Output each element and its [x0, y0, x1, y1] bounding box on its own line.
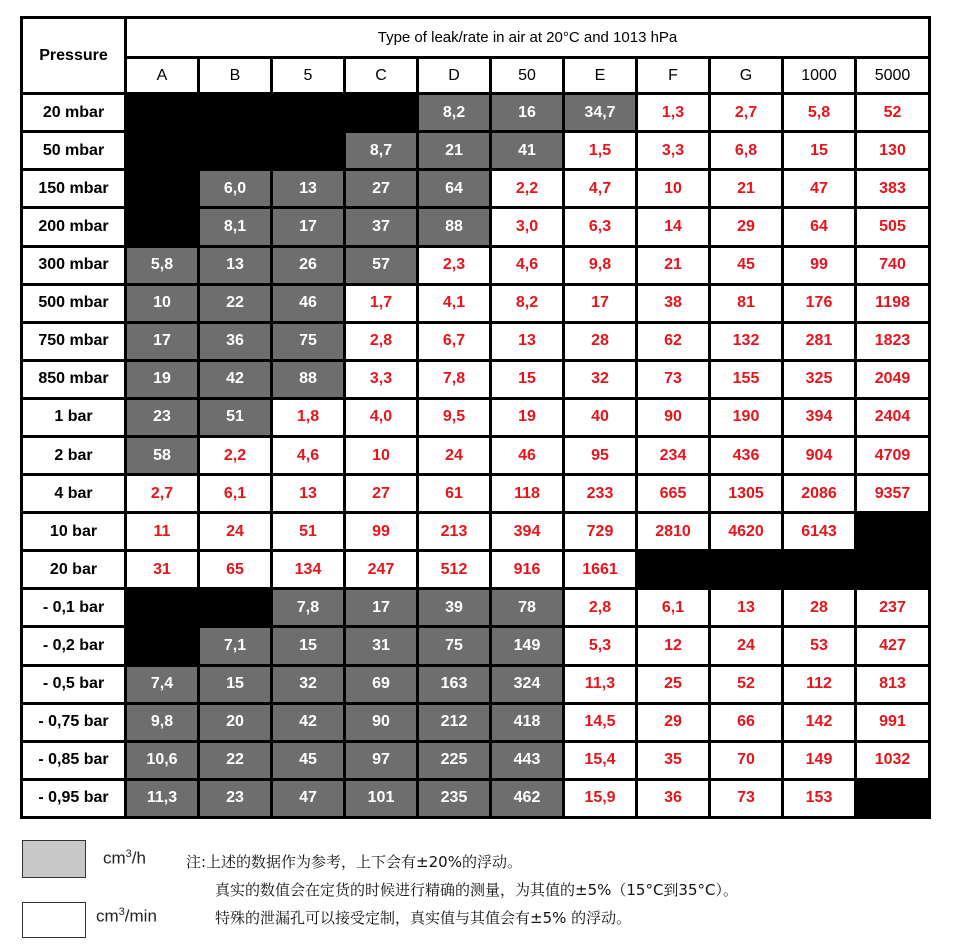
value-cell-cm3min: 13: [491, 322, 564, 360]
value-cell-cm3min: 1,8: [272, 398, 345, 436]
pressure-label: 1 bar: [22, 398, 126, 436]
pressure-header: Pressure: [22, 18, 126, 94]
value-cell-cm3min: 1823: [856, 322, 930, 360]
value-cell-cm3min: 28: [783, 589, 856, 627]
empty-cell: [199, 94, 272, 132]
value-cell-cm3min: 6,8: [710, 132, 783, 170]
value-cell-cm3min: 9,8: [564, 246, 637, 284]
value-cell-cm3h: 47: [272, 779, 345, 817]
leak-rate-table: [20, 16, 931, 819]
value-cell-cm3min: 25: [637, 665, 710, 703]
value-cell-cm3min: 4,1: [418, 284, 491, 322]
legend-white-unit-sup: 3: [118, 906, 125, 918]
pressure-label: 150 mbar: [22, 170, 126, 208]
value-cell-cm3h: 7,4: [126, 665, 199, 703]
value-cell-cm3h: 26: [272, 246, 345, 284]
value-cell-cm3min: 394: [491, 513, 564, 551]
table-row: [22, 132, 930, 170]
value-cell-cm3min: 61: [418, 475, 491, 513]
empty-cell: [199, 589, 272, 627]
pressure-label: 2 bar: [22, 437, 126, 475]
table-row: [22, 665, 930, 703]
value-cell-cm3min: 3,3: [345, 360, 418, 398]
value-cell-cm3h: 17: [272, 208, 345, 246]
column-header: E: [564, 58, 637, 94]
value-cell-cm3min: 4,6: [491, 246, 564, 284]
empty-cell: [126, 589, 199, 627]
pressure-label: 50 mbar: [22, 132, 126, 170]
value-cell-cm3min: 281: [783, 322, 856, 360]
value-cell-cm3min: 28: [564, 322, 637, 360]
value-cell-cm3min: 95: [564, 437, 637, 475]
value-cell-cm3min: 2810: [637, 513, 710, 551]
value-cell-cm3min: 729: [564, 513, 637, 551]
column-header: G: [710, 58, 783, 94]
value-cell-cm3min: 14: [637, 208, 710, 246]
table-row: [22, 208, 930, 246]
value-cell-cm3min: 991: [856, 703, 930, 741]
value-cell-cm3min: 64: [783, 208, 856, 246]
value-cell-cm3min: 51: [272, 513, 345, 551]
value-cell-cm3min: 7,8: [418, 360, 491, 398]
value-cell-cm3min: 6,3: [564, 208, 637, 246]
value-cell-cm3min: 21: [637, 246, 710, 284]
value-cell-cm3min: 52: [710, 665, 783, 703]
column-header: 50: [491, 58, 564, 94]
value-cell-cm3h: 235: [418, 779, 491, 817]
value-cell-cm3h: 78: [491, 589, 564, 627]
value-cell-cm3min: 247: [345, 551, 418, 589]
value-cell-cm3min: 383: [856, 170, 930, 208]
table-row: [22, 703, 930, 741]
value-cell-cm3min: 19: [491, 398, 564, 436]
value-cell-cm3min: 9,5: [418, 398, 491, 436]
value-cell-cm3min: 149: [783, 741, 856, 779]
empty-cell: [345, 94, 418, 132]
table-row: [22, 398, 930, 436]
value-cell-cm3min: 394: [783, 398, 856, 436]
value-cell-cm3h: 225: [418, 741, 491, 779]
value-cell-cm3min: 13: [710, 589, 783, 627]
value-cell-cm3min: 52: [856, 94, 930, 132]
value-cell-cm3h: 149: [491, 627, 564, 665]
value-cell-cm3min: 1305: [710, 475, 783, 513]
value-cell-cm3min: 2,3: [418, 246, 491, 284]
pressure-label: 500 mbar: [22, 284, 126, 322]
table-row: [22, 551, 930, 589]
table-row: [22, 513, 930, 551]
value-cell-cm3h: 8,1: [199, 208, 272, 246]
value-cell-cm3min: 12: [637, 627, 710, 665]
value-cell-cm3h: 8,2: [418, 94, 491, 132]
column-header: D: [418, 58, 491, 94]
value-cell-cm3h: 75: [418, 627, 491, 665]
empty-cell: [126, 627, 199, 665]
value-cell-cm3min: 3,3: [637, 132, 710, 170]
pressure-label: - 0,75 bar: [22, 703, 126, 741]
pressure-label: - 0,5 bar: [22, 665, 126, 703]
value-cell-cm3min: 2,8: [345, 322, 418, 360]
value-cell-cm3min: 4,7: [564, 170, 637, 208]
value-cell-cm3min: 2049: [856, 360, 930, 398]
value-cell-cm3min: 6,7: [418, 322, 491, 360]
value-cell-cm3min: 505: [856, 208, 930, 246]
value-cell-cm3h: 97: [345, 741, 418, 779]
pressure-label: 200 mbar: [22, 208, 126, 246]
value-cell-cm3min: 325: [783, 360, 856, 398]
value-cell-cm3h: 45: [272, 741, 345, 779]
value-cell-cm3h: 41: [491, 132, 564, 170]
value-cell-cm3min: 29: [637, 703, 710, 741]
value-cell-cm3h: 69: [345, 665, 418, 703]
value-cell-cm3h: 17: [345, 589, 418, 627]
value-cell-cm3h: 20: [199, 703, 272, 741]
pressure-label: 20 bar: [22, 551, 126, 589]
value-cell-cm3min: 155: [710, 360, 783, 398]
value-cell-cm3h: 163: [418, 665, 491, 703]
value-cell-cm3min: 176: [783, 284, 856, 322]
value-cell-cm3min: 31: [126, 551, 199, 589]
table-row: [22, 170, 930, 208]
value-cell-cm3h: 23: [126, 398, 199, 436]
empty-cell: [126, 208, 199, 246]
value-cell-cm3min: 66: [710, 703, 783, 741]
value-cell-cm3h: 8,7: [345, 132, 418, 170]
value-cell-cm3h: 37: [345, 208, 418, 246]
value-cell-cm3min: 112: [783, 665, 856, 703]
value-cell-cm3min: 81: [710, 284, 783, 322]
value-cell-cm3min: 17: [564, 284, 637, 322]
value-cell-cm3h: 21: [418, 132, 491, 170]
value-cell-cm3min: 38: [637, 284, 710, 322]
value-cell-cm3min: 4620: [710, 513, 783, 551]
table-row: [22, 322, 930, 360]
leak-type-header: Type of leak/rate in air at 20°C and 1013 hPa: [126, 18, 930, 58]
pressure-label: 850 mbar: [22, 360, 126, 398]
column-header: 5000: [856, 58, 930, 94]
legend-white-swatch: [22, 902, 86, 938]
value-cell-cm3h: 23: [199, 779, 272, 817]
value-cell-cm3min: 237: [856, 589, 930, 627]
legend-white-unit: [96, 906, 157, 927]
value-cell-cm3min: 32: [564, 360, 637, 398]
value-cell-cm3min: 2,2: [491, 170, 564, 208]
value-cell-cm3min: 118: [491, 475, 564, 513]
value-cell-cm3h: 324: [491, 665, 564, 703]
pressure-label: - 0,85 bar: [22, 741, 126, 779]
value-cell-cm3min: 13: [272, 475, 345, 513]
value-cell-cm3min: 2,8: [564, 589, 637, 627]
value-cell-cm3h: 212: [418, 703, 491, 741]
legend-gray-unit-base: cm: [103, 848, 126, 868]
value-cell-cm3min: 99: [783, 246, 856, 284]
value-cell-cm3h: 39: [418, 589, 491, 627]
value-cell-cm3min: 11,3: [564, 665, 637, 703]
value-cell-cm3min: 73: [710, 779, 783, 817]
value-cell-cm3h: 34,7: [564, 94, 637, 132]
value-cell-cm3h: 7,1: [199, 627, 272, 665]
table-row: [22, 284, 930, 322]
value-cell-cm3h: 13: [199, 246, 272, 284]
empty-cell: [126, 132, 199, 170]
value-cell-cm3min: 24: [710, 627, 783, 665]
value-cell-cm3min: 4709: [856, 437, 930, 475]
note-line-1: 注:上述的数据作为参考，上下会有±20%的浮动。: [186, 853, 522, 871]
empty-cell: [783, 551, 856, 589]
value-cell-cm3min: 46: [491, 437, 564, 475]
value-cell-cm3min: 2,2: [199, 437, 272, 475]
pressure-label: 20 mbar: [22, 94, 126, 132]
value-cell-cm3min: 6,1: [199, 475, 272, 513]
empty-cell: [856, 779, 930, 817]
value-cell-cm3min: 10: [637, 170, 710, 208]
value-cell-cm3h: 16: [491, 94, 564, 132]
value-cell-cm3h: 88: [272, 360, 345, 398]
value-cell-cm3min: 904: [783, 437, 856, 475]
value-cell-cm3h: 88: [418, 208, 491, 246]
value-cell-cm3min: 36: [637, 779, 710, 817]
value-cell-cm3h: 42: [272, 703, 345, 741]
value-cell-cm3min: 15,9: [564, 779, 637, 817]
value-cell-cm3h: 11,3: [126, 779, 199, 817]
value-cell-cm3h: 462: [491, 779, 564, 817]
value-cell-cm3min: 29: [710, 208, 783, 246]
value-cell-cm3min: 427: [856, 627, 930, 665]
value-cell-cm3h: 10: [126, 284, 199, 322]
value-cell-cm3min: 436: [710, 437, 783, 475]
pressure-label: 300 mbar: [22, 246, 126, 284]
column-header: A: [126, 58, 199, 94]
table-row: [22, 94, 930, 132]
value-cell-cm3h: 15: [199, 665, 272, 703]
legend-gray-unit-suffix: /h: [131, 848, 146, 868]
note-line-2: 真实的数值会在定货的时候进行精确的测量，为其值的±5%（15°C到35°C）。: [215, 881, 738, 899]
value-cell-cm3min: 153: [783, 779, 856, 817]
value-cell-cm3h: 15: [272, 627, 345, 665]
column-header: 1000: [783, 58, 856, 94]
value-cell-cm3h: 31: [345, 627, 418, 665]
value-cell-cm3min: 2404: [856, 398, 930, 436]
value-cell-cm3min: 6143: [783, 513, 856, 551]
legend-white-unit-base: cm: [96, 906, 119, 926]
value-cell-cm3min: 740: [856, 246, 930, 284]
value-cell-cm3h: 13: [272, 170, 345, 208]
pressure-label: 4 bar: [22, 475, 126, 513]
value-cell-cm3min: 5,8: [783, 94, 856, 132]
table-row: [22, 360, 930, 398]
empty-cell: [637, 551, 710, 589]
value-cell-cm3min: 1198: [856, 284, 930, 322]
table-row: [22, 627, 930, 665]
value-cell-cm3h: 101: [345, 779, 418, 817]
value-cell-cm3min: 15: [783, 132, 856, 170]
value-cell-cm3min: 45: [710, 246, 783, 284]
value-cell-cm3min: 1,7: [345, 284, 418, 322]
empty-cell: [126, 94, 199, 132]
value-cell-cm3min: 5,3: [564, 627, 637, 665]
pressure-label: 10 bar: [22, 513, 126, 551]
value-cell-cm3min: 11: [126, 513, 199, 551]
value-cell-cm3min: 1,5: [564, 132, 637, 170]
value-cell-cm3min: 65: [199, 551, 272, 589]
empty-cell: [126, 170, 199, 208]
empty-cell: [199, 132, 272, 170]
empty-cell: [272, 94, 345, 132]
table-row: [22, 437, 930, 475]
value-cell-cm3min: 142: [783, 703, 856, 741]
value-cell-cm3min: 62: [637, 322, 710, 360]
value-cell-cm3min: 134: [272, 551, 345, 589]
value-cell-cm3min: 2,7: [710, 94, 783, 132]
legend-white-unit-suffix: /min: [124, 906, 157, 926]
value-cell-cm3h: 58: [126, 437, 199, 475]
value-cell-cm3h: 22: [199, 741, 272, 779]
value-cell-cm3h: 57: [345, 246, 418, 284]
column-header: B: [199, 58, 272, 94]
value-cell-cm3min: 233: [564, 475, 637, 513]
value-cell-cm3min: 70: [710, 741, 783, 779]
value-cell-cm3min: 2086: [783, 475, 856, 513]
value-cell-cm3min: 1661: [564, 551, 637, 589]
column-header: F: [637, 58, 710, 94]
table-row: [22, 741, 930, 779]
column-header: 5: [272, 58, 345, 94]
legend-gray-unit: [103, 848, 146, 869]
value-cell-cm3min: 47: [783, 170, 856, 208]
value-cell-cm3min: 213: [418, 513, 491, 551]
value-cell-cm3h: 7,8: [272, 589, 345, 627]
value-cell-cm3min: 40: [564, 398, 637, 436]
value-cell-cm3h: 42: [199, 360, 272, 398]
column-header: C: [345, 58, 418, 94]
value-cell-cm3h: 10,6: [126, 741, 199, 779]
value-cell-cm3min: 4,6: [272, 437, 345, 475]
value-cell-cm3h: 64: [418, 170, 491, 208]
table-row: [22, 779, 930, 817]
empty-cell: [272, 132, 345, 170]
pressure-label: 750 mbar: [22, 322, 126, 360]
value-cell-cm3h: 17: [126, 322, 199, 360]
value-cell-cm3min: 15: [491, 360, 564, 398]
value-cell-cm3min: 665: [637, 475, 710, 513]
value-cell-cm3min: 8,2: [491, 284, 564, 322]
value-cell-cm3h: 90: [345, 703, 418, 741]
value-cell-cm3min: 4,0: [345, 398, 418, 436]
value-cell-cm3h: 75: [272, 322, 345, 360]
value-cell-cm3h: 443: [491, 741, 564, 779]
value-cell-cm3min: 512: [418, 551, 491, 589]
value-cell-cm3h: 22: [199, 284, 272, 322]
note-line-3: 特殊的泄漏孔可以接受定制，真实值与其值会有±5% 的浮动。: [215, 909, 632, 927]
value-cell-cm3min: 9357: [856, 475, 930, 513]
value-cell-cm3min: 3,0: [491, 208, 564, 246]
table-row: [22, 246, 930, 284]
value-cell-cm3h: 6,0: [199, 170, 272, 208]
value-cell-cm3h: 418: [491, 703, 564, 741]
pressure-label: - 0,2 bar: [22, 627, 126, 665]
value-cell-cm3h: 9,8: [126, 703, 199, 741]
value-cell-cm3min: 24: [199, 513, 272, 551]
value-cell-cm3min: 813: [856, 665, 930, 703]
legend-gray-unit-sup: 3: [125, 848, 132, 860]
empty-cell: [710, 551, 783, 589]
value-cell-cm3min: 1032: [856, 741, 930, 779]
value-cell-cm3min: 132: [710, 322, 783, 360]
value-cell-cm3min: 14,5: [564, 703, 637, 741]
value-cell-cm3min: 27: [345, 475, 418, 513]
value-cell-cm3min: 130: [856, 132, 930, 170]
table-row: [22, 589, 930, 627]
value-cell-cm3min: 6,1: [637, 589, 710, 627]
value-cell-cm3min: 73: [637, 360, 710, 398]
value-cell-cm3min: 21: [710, 170, 783, 208]
value-cell-cm3h: 36: [199, 322, 272, 360]
value-cell-cm3min: 10: [345, 437, 418, 475]
value-cell-cm3h: 5,8: [126, 246, 199, 284]
pressure-label: - 0,1 bar: [22, 589, 126, 627]
value-cell-cm3min: 916: [491, 551, 564, 589]
value-cell-cm3min: 53: [783, 627, 856, 665]
pressure-label: - 0,95 bar: [22, 779, 126, 817]
value-cell-cm3min: 190: [710, 398, 783, 436]
value-cell-cm3h: 51: [199, 398, 272, 436]
legend-gray-swatch: [22, 840, 86, 878]
value-cell-cm3min: 90: [637, 398, 710, 436]
empty-cell: [856, 513, 930, 551]
table-row: [22, 475, 930, 513]
value-cell-cm3h: 27: [345, 170, 418, 208]
empty-cell: [856, 551, 930, 589]
value-cell-cm3h: 19: [126, 360, 199, 398]
value-cell-cm3min: 234: [637, 437, 710, 475]
value-cell-cm3min: 24: [418, 437, 491, 475]
value-cell-cm3min: 2,7: [126, 475, 199, 513]
value-cell-cm3h: 32: [272, 665, 345, 703]
value-cell-cm3min: 15,4: [564, 741, 637, 779]
value-cell-cm3h: 46: [272, 284, 345, 322]
value-cell-cm3min: 35: [637, 741, 710, 779]
value-cell-cm3min: 99: [345, 513, 418, 551]
value-cell-cm3min: 1,3: [637, 94, 710, 132]
